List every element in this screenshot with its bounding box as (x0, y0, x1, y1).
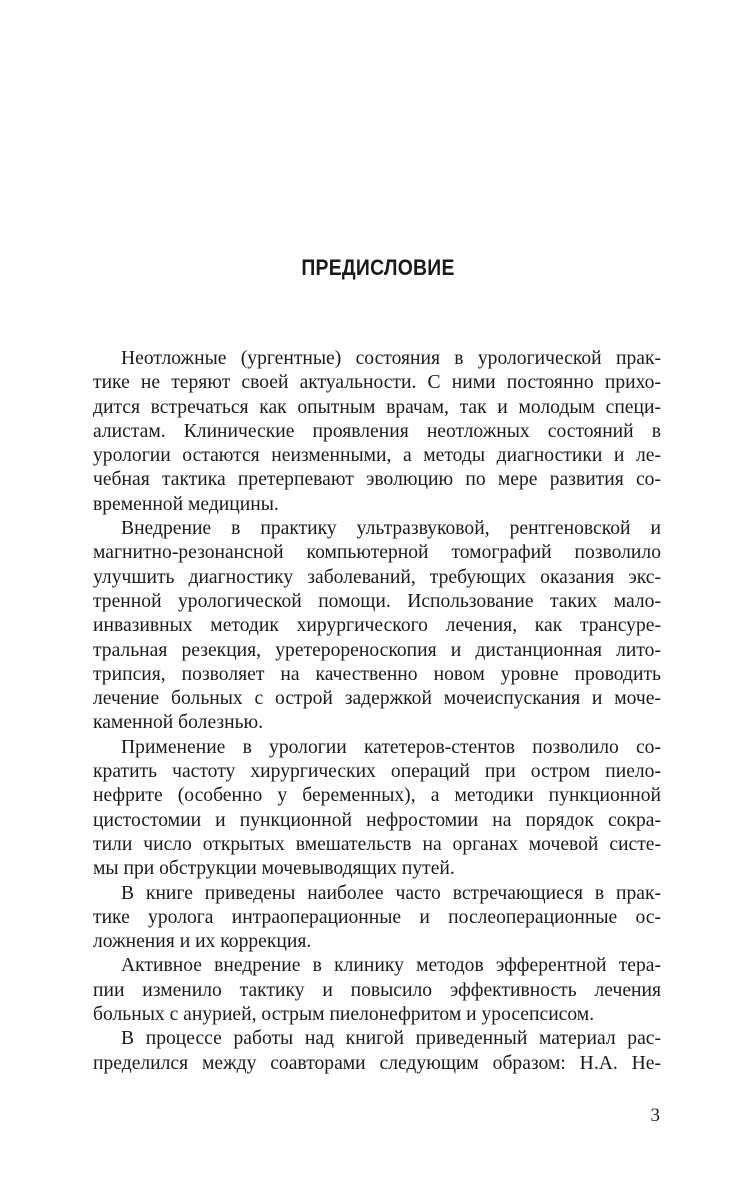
text-line: урологии остаются неизменными, а методы диагностики и ле- (93, 445, 661, 467)
paragraph-4 (93, 882, 661, 955)
text-line: мы при обструкции мочевыводящих путей. (93, 858, 455, 880)
text-line: инвазивных методик хирургического лечения, как трансуре- (93, 615, 661, 637)
page-number: 3 (650, 1105, 660, 1126)
text-line: пии изменило тактику и повысило эффективность лечения (93, 979, 661, 1001)
text-line: больных с анурией, острым пиелонефритом и уросепсисом. (93, 1004, 595, 1026)
text-line: тральная резекция, уретерореноскопия и дистанционная лито- (93, 639, 661, 661)
text-line: Активное внедрение в клинику методов эфферентной тера- (121, 955, 661, 977)
text-line: тренной урологической помощи. Использование таких мало- (93, 590, 661, 612)
text-line: трипсия, позволяет на качественно новом уровне проводить (93, 663, 661, 685)
text-line: тике не теряют своей актуальности. С ними постоянно прихо- (93, 372, 661, 394)
paragraph-6 (93, 1027, 661, 1076)
paragraph-5 (93, 954, 661, 1027)
text-line: чебная тактика претерпевают эволюцию по мере развития со- (93, 469, 661, 491)
text-line: временной медицины. (93, 493, 279, 515)
text-line: Применение в урологии катетеров-стентов позволило со- (121, 736, 661, 758)
text-line: тили число открытых вмешательств на органах мочевой систе- (93, 833, 661, 855)
preface-body (93, 347, 661, 1076)
page-title: ПРЕДИСЛОВИЕ (301, 255, 455, 280)
text-line: пределился между соавторами следующим образом: Н.А. Не- (93, 1052, 661, 1074)
text-line: ложнения и их коррекция. (93, 931, 312, 953)
paragraph-3 (93, 736, 661, 882)
text-line: магнитно-резонансной компьютерной томографий позволило (93, 542, 661, 564)
text-line: В процессе работы над книгой приведенный материал рас- (121, 1028, 661, 1050)
text-line: Внедрение в практику ультразвуковой, рентгеновской и (121, 518, 661, 540)
paragraph-1 (93, 347, 661, 517)
text-line: В книге приведены наиболее часто встречающиеся в прак- (121, 882, 661, 904)
paragraph-2 (93, 517, 661, 736)
text-line: каменной болезнью. (93, 712, 264, 734)
text-line: лечение больных с острой задержкой мочеиспускания и моче- (93, 688, 661, 710)
text-line: кратить частоту хирургических операций при остром пиело- (93, 761, 661, 783)
text-line: цистостомии и пункционной нефростомии на порядок сокра- (93, 809, 661, 831)
text-line: Неотложные (ургентные) состояния в урологической прак- (121, 348, 661, 369)
text-line: алистам. Клинические проявления неотложных состояний в (93, 420, 661, 442)
text-line: нефрите (особенно у беременных), а методики пункционной (93, 785, 661, 807)
text-line: дится встречаться как опытным врачам, так и молодым специ- (93, 396, 661, 418)
text-line: тике уролога интраоперационные и послеоперационные ос- (93, 906, 661, 928)
text-line: улучшить диагностику заболеваний, требующих оказания экс- (93, 566, 661, 588)
